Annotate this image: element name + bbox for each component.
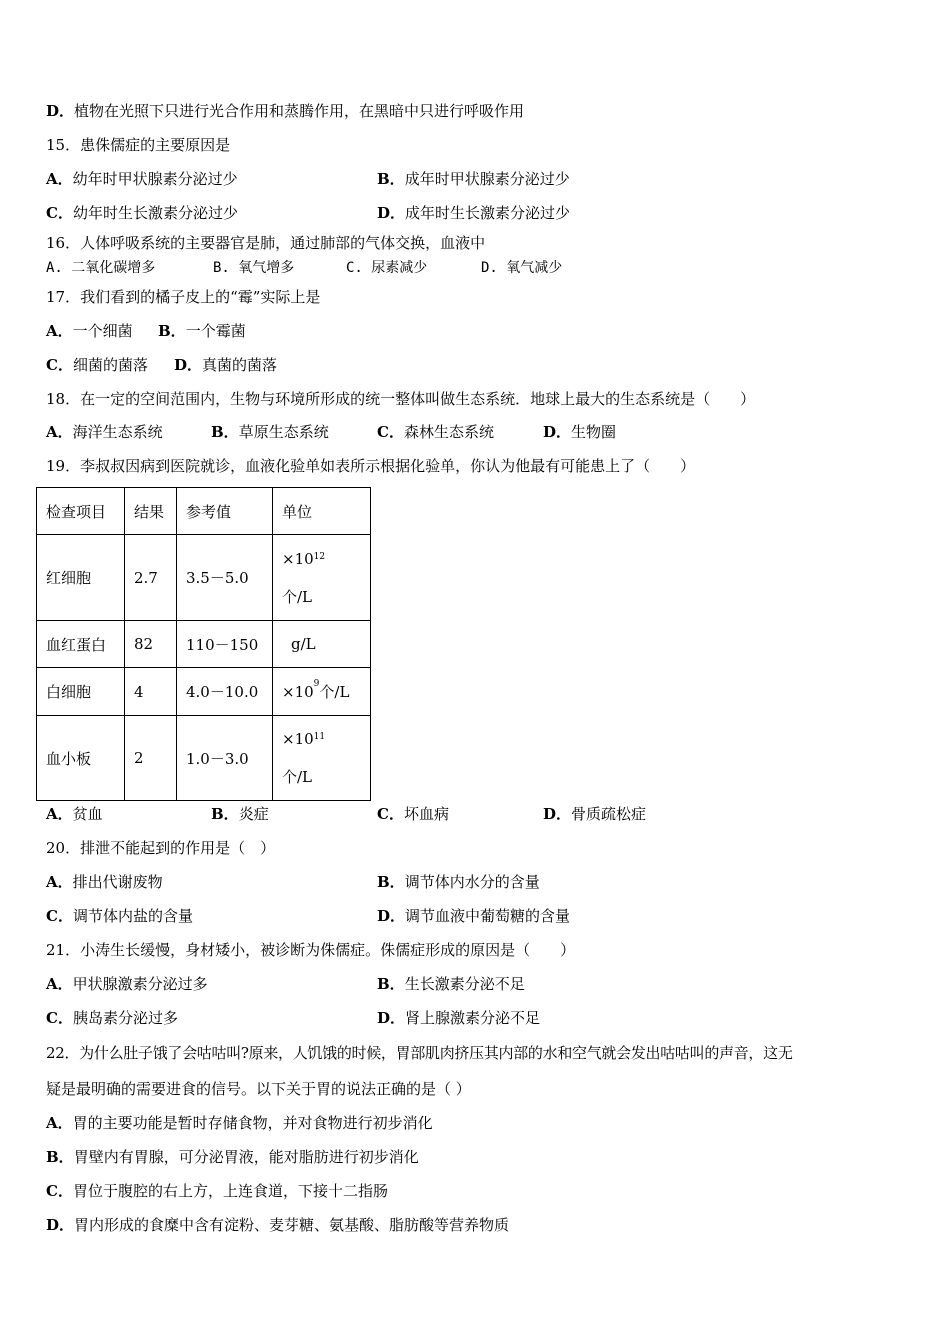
q17-option-a xyxy=(46,321,133,341)
unit-exponent: 11 xyxy=(313,732,326,742)
cell-item: 血小板 xyxy=(37,716,125,801)
option-letter: C． xyxy=(46,1009,73,1027)
unit-suffix: 个/L xyxy=(282,768,313,786)
q15-option-a xyxy=(46,169,238,189)
cell-item: 血红蛋白 xyxy=(37,621,125,668)
q21-option-a xyxy=(46,974,208,994)
q20-stem: 20．排泄不能起到的作用是（ ） xyxy=(46,839,276,857)
q22-stem-line2: 疑是最明确的需要进食的信号。以下关于胃的说法正确的是（ ） xyxy=(46,1080,471,1098)
q16-option-b: B. 氧气增多 xyxy=(213,260,295,276)
q16-option-c: C. 尿素减少 xyxy=(346,260,428,276)
option-letter: D． xyxy=(543,423,572,441)
option-text: 幼年时甲状腺素分泌过少 xyxy=(72,170,238,188)
q20-option-b xyxy=(377,872,540,892)
option-text: 植物在光照下只进行光合作用和蒸腾作用，在黑暗中只进行呼吸作用 xyxy=(74,102,525,120)
q20-option-a xyxy=(46,872,163,892)
cell-ref: 3.5－5.0 xyxy=(177,535,273,621)
q16-stem: 16．人体呼吸系统的主要器官是肺，通过肺部的气体交换，血液中 xyxy=(46,234,486,252)
q21-option-c xyxy=(46,1008,178,1028)
q21-option-d xyxy=(377,1008,540,1028)
option-letter: B． xyxy=(211,805,239,823)
option-letter: B． xyxy=(377,975,405,993)
cell-ref: 4.0－10.0 xyxy=(177,668,273,716)
unit-base: ×10 xyxy=(282,683,314,701)
cell-unit xyxy=(273,668,371,716)
unit-exponent: 9 xyxy=(313,679,320,689)
q17-option-b xyxy=(158,321,246,341)
option-letter: B． xyxy=(377,873,405,891)
option-letter: D． xyxy=(46,102,75,120)
option-text: 炎症 xyxy=(238,805,269,823)
option-text: 胃内形成的食糜中含有淀粉、麦芽糖、氨基酸、脂肪酸等营养物质 xyxy=(74,1216,510,1234)
q19-option-a xyxy=(46,804,103,824)
q22-option-c xyxy=(46,1181,388,1201)
option-letter: C． xyxy=(46,204,73,222)
q15-option-b xyxy=(377,169,570,189)
header-item: 检查项目 xyxy=(37,488,125,535)
cell-unit xyxy=(273,716,371,801)
cell-unit xyxy=(273,621,371,668)
q14-option-d xyxy=(46,101,524,121)
option-letter: A． xyxy=(46,873,73,891)
option-letter: C． xyxy=(46,1182,73,1200)
q15-option-d xyxy=(377,203,570,223)
option-letter: A． xyxy=(46,322,73,340)
option-letter: C． xyxy=(377,423,404,441)
option-letter: C． xyxy=(46,356,73,374)
cell-ref: 1.0－3.0 xyxy=(177,716,273,801)
option-letter: A． xyxy=(46,423,73,441)
option-text: 坏血病 xyxy=(403,805,449,823)
q18-option-b xyxy=(211,422,329,442)
q17-option-d xyxy=(174,355,277,375)
q22-stem-line1: 22．为什么肚子饿了会咕咕叫?原来，人饥饿的时候，胃部肌肉挤压其内部的水和空气就会发出咕咕叫的声音，这无 xyxy=(46,1044,793,1062)
option-letter: B． xyxy=(46,1148,74,1166)
table-header-row xyxy=(37,488,371,535)
q16-option-d: D. 氧气减少 xyxy=(481,260,563,276)
option-letter: D． xyxy=(377,1009,406,1027)
option-letter: C． xyxy=(377,805,404,823)
cell-item: 白细胞 xyxy=(37,668,125,716)
q15-stem: 15．患侏儒症的主要原因是 xyxy=(46,136,231,154)
option-text: 肾上腺激素分泌不足 xyxy=(405,1009,541,1027)
q17-stem: 17．我们看到的橘子皮上的“霉”实际上是 xyxy=(46,288,321,306)
cell-result: 2.7 xyxy=(125,535,177,621)
table-row xyxy=(37,716,371,801)
option-letter: A． xyxy=(46,805,73,823)
q19-stem: 19．李叔叔因病到医院就诊，血液化验单如表所示根据化验单，你认为他最有可能患上了（ ） xyxy=(46,457,696,475)
option-text: 成年时生长激素分泌过少 xyxy=(405,204,571,222)
cell-ref: 110－150 xyxy=(177,621,273,668)
cell-unit xyxy=(273,535,371,621)
cell-result: 82 xyxy=(125,621,177,668)
option-text: 生长激素分泌不足 xyxy=(404,975,525,993)
option-text: 成年时甲状腺素分泌过少 xyxy=(404,170,570,188)
table-row xyxy=(37,668,371,716)
header-result: 结果 xyxy=(125,488,177,535)
q20-option-d xyxy=(377,906,570,926)
q22-option-b xyxy=(46,1147,419,1167)
unit-exponent: 12 xyxy=(313,551,326,562)
option-letter: B． xyxy=(211,423,239,441)
option-letter: A． xyxy=(46,170,73,188)
option-letter: D． xyxy=(174,356,203,374)
option-letter: B． xyxy=(377,170,405,188)
q17-option-c xyxy=(46,355,148,375)
option-text: 草原生态系统 xyxy=(238,423,329,441)
header-ref: 参考值 xyxy=(177,488,273,535)
option-letter: B． xyxy=(158,322,186,340)
q21-stem: 21．小涛生长缓慢，身材矮小，被诊断为侏儒症。侏儒症形成的原因是（ ） xyxy=(46,941,576,959)
unit-suffix: 个/L xyxy=(282,587,313,606)
option-text: 骨质疏松症 xyxy=(571,805,647,823)
q19-option-d xyxy=(543,804,646,824)
unit-base: ×10 xyxy=(282,549,314,568)
option-text: 森林生态系统 xyxy=(403,423,494,441)
option-text: 排出代谢废物 xyxy=(72,873,163,891)
option-letter: D． xyxy=(46,1216,75,1234)
header-unit: 单位 xyxy=(273,488,371,535)
option-text: 生物圈 xyxy=(571,423,617,441)
option-text: 调节体内水分的含量 xyxy=(404,873,540,891)
cell-result: 2 xyxy=(125,716,177,801)
option-text: 幼年时生长激素分泌过少 xyxy=(72,204,238,222)
option-letter: D． xyxy=(543,805,572,823)
option-letter: D． xyxy=(377,907,406,925)
unit-base: g/L xyxy=(291,635,316,653)
q21-option-b xyxy=(377,974,525,994)
unit-base: ×10 xyxy=(282,730,314,748)
option-letter: A． xyxy=(46,975,73,993)
option-text: 真菌的菌落 xyxy=(202,356,278,374)
q16-option-a: A. 二氧化碳增多 xyxy=(46,260,156,276)
option-text: 胃位于腹腔的右上方，上连食道，下接十二指肠 xyxy=(72,1182,388,1200)
q18-option-c xyxy=(377,422,494,442)
blood-test-table xyxy=(36,487,371,801)
q18-option-a xyxy=(46,422,163,442)
option-letter: A． xyxy=(46,1114,73,1132)
option-text: 海洋生态系统 xyxy=(72,423,163,441)
cell-result: 4 xyxy=(125,668,177,716)
option-letter: C． xyxy=(46,907,73,925)
option-text: 一个霉菌 xyxy=(185,322,246,340)
option-text: 胰岛素分泌过多 xyxy=(72,1009,178,1027)
q19-option-c xyxy=(377,804,449,824)
table-row xyxy=(37,621,371,668)
cell-item: 红细胞 xyxy=(37,535,125,621)
option-text: 甲状腺激素分泌过多 xyxy=(72,975,208,993)
option-letter: D． xyxy=(377,204,406,222)
q18-option-d xyxy=(543,422,616,442)
option-text: 调节体内盐的含量 xyxy=(72,907,193,925)
option-text: 调节血液中葡萄糖的含量 xyxy=(405,907,571,925)
option-text: 细菌的菌落 xyxy=(72,356,148,374)
q19-option-b xyxy=(211,804,269,824)
table-row xyxy=(37,535,371,621)
unit-suffix: 个/L xyxy=(319,683,350,701)
q22-option-d xyxy=(46,1215,509,1235)
option-text: 一个细菌 xyxy=(72,322,133,340)
q15-option-c xyxy=(46,203,238,223)
option-text: 胃壁内有胃腺，可分泌胃液，能对脂肪进行初步消化 xyxy=(73,1148,419,1166)
option-text: 胃的主要功能是暂时存储食物，并对食物进行初步消化 xyxy=(72,1114,433,1132)
q22-option-a xyxy=(46,1113,433,1133)
q20-option-c xyxy=(46,906,193,926)
option-text: 贫血 xyxy=(72,805,103,823)
q18-stem: 18．在一定的空间范围内，生物与环境所形成的统一整体叫做生态系统．地球上最大的生态系统是（ ） xyxy=(46,390,756,408)
